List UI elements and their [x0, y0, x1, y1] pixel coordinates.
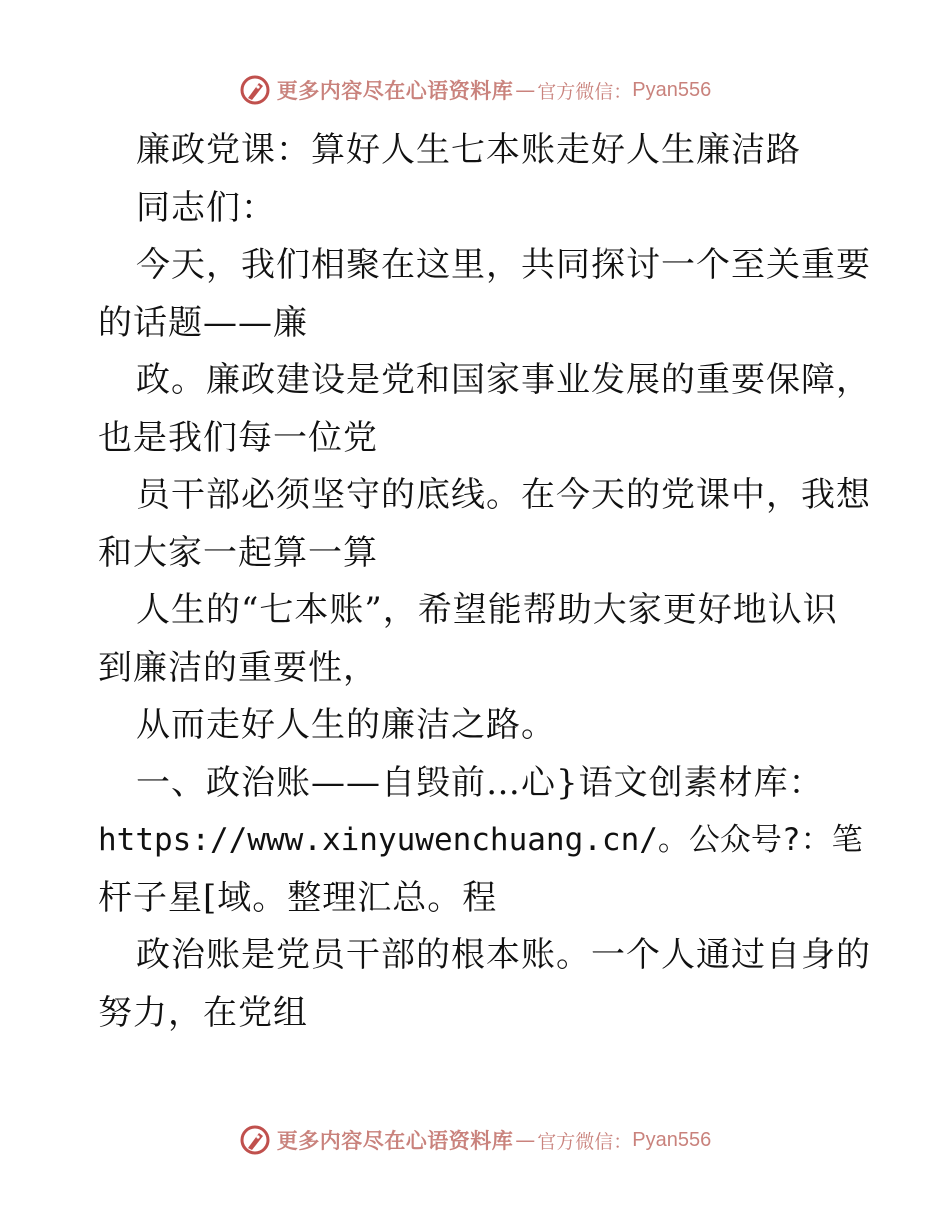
paragraph-line: 努力，在党组 [98, 992, 308, 1033]
pen-nib-logo-icon [239, 74, 271, 106]
paragraph-line: 员干部必须坚守的底线。在今天的党课中，我想 [136, 475, 871, 515]
watermark-sub-text: 官方微信： [537, 80, 633, 103]
paragraph-line: 同志们： [136, 187, 276, 228]
url-line: https://www.xinyuwenchuang.cn/。公众号?：笔 [98, 822, 863, 858]
paragraph-line: 从而走好人生的廉洁之路。 [136, 705, 556, 745]
paragraph-line: 和大家一起算一算 [98, 532, 378, 573]
paragraph-line: 政治账是党员干部的根本账。一个人通过自身的 [136, 935, 871, 975]
watermark-dash: — [515, 78, 536, 102]
footer-watermark [0, 1120, 950, 1160]
paragraph-line: 政。廉政建设是党和国家事业发展的重要保障， [136, 360, 871, 400]
watermark-wechat-id: Pyan556 [632, 78, 712, 101]
paragraph-line: 今天，我们相聚在这里，共同探讨一个至关重要 [136, 245, 871, 285]
document-title: 廉政党课：算好人生七本账走好人生廉洁路 [136, 130, 801, 170]
watermark-wechat-id: Pyan556 [632, 1128, 712, 1151]
paragraph-line: 人生的“七本账”，希望能帮助大家更好地认识 [136, 590, 838, 630]
section-heading: 一、政治账——自毁前…心}语文创素材库： [136, 762, 824, 803]
document-body [98, 122, 871, 1042]
paragraph-line: 杆子星[域。整理汇总。程 [98, 877, 498, 918]
paragraph-line: 也是我们每一位党 [98, 417, 378, 458]
watermark-main-text: 更多内容尽在心语资料库 [276, 78, 514, 103]
paragraph-line: 到廉洁的重要性， [98, 647, 378, 688]
paragraph-line: 的话题——廉 [98, 302, 308, 343]
watermark-sub-text: 官方微信： [537, 1130, 633, 1153]
watermark-main-text: 更多内容尽在心语资料库 [276, 1128, 514, 1153]
header-watermark [0, 70, 950, 110]
watermark-dash: — [515, 1128, 536, 1152]
pen-nib-logo-icon [239, 1124, 271, 1156]
